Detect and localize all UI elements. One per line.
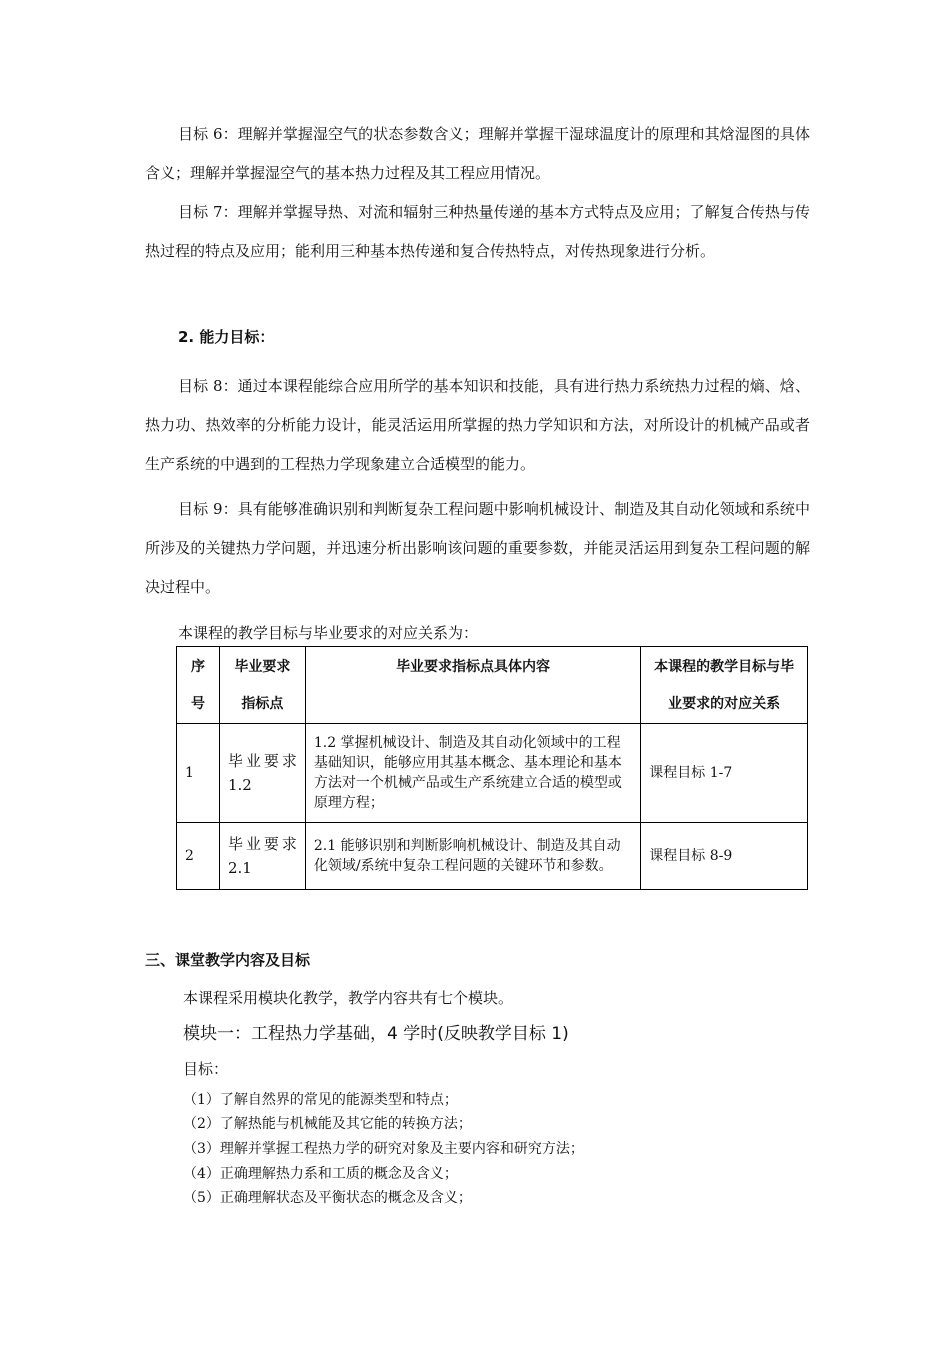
table-intro: 本课程的教学目标与毕业要求的对应关系为： xyxy=(178,624,479,642)
list-item: （2）了解热能与机械能及其它能的转换方法； xyxy=(183,1116,472,1132)
row-content: 2.1 能够识别和判断影响机械设计、制造及其自动化领域/系统中复杂工程问题的关键环节和参数。 xyxy=(305,823,640,890)
header-content: 毕业要求指标点具体内容 xyxy=(305,647,640,724)
list-item: （5）正确理解状态及平衡状态的概念及含义； xyxy=(183,1190,472,1206)
table-header-row xyxy=(177,647,808,724)
table-row xyxy=(177,724,808,823)
row-content: 1.2 掌握机械设计、制造及其自动化领域中的工程基础知识，能够应用其基本概念、基本理论和基本方法对一个机械产品或生产系统建立合适的模型或原理方程； xyxy=(305,724,640,823)
goal-9-paragraph: 目标 9：具有能够准确识别和判断复杂工程问题中影响机械设计、制造及其自动化领域和系统中所涉及的关键热力学问题，并迅速分析出影响该问题的重要参数，并能灵活运用到复杂工程问题的解决过程中。 xyxy=(145,500,810,596)
row-mapping: 课程目标 1-7 xyxy=(641,724,808,823)
goal-6-paragraph: 目标 6：理解并掌握湿空气的状态参数含义；理解并掌握干湿球温度计的原理和其焓湿图的具体含义；理解并掌握湿空气的基本热力过程及其工程应用情况。 xyxy=(145,125,810,182)
goal-8-paragraph: 目标 8：通过本课程能综合应用所学的基本知识和技能，具有进行热力系统热力过程的熵、焓、热力功、热效率的分析能力设计，能灵活运用所掌握的热力学知识和方法，对所设计的机械产品或者生产系统的中遇到的工程热力学现象建立合适模型的能力。 xyxy=(145,377,810,473)
header-mapping: 本课程的教学目标与毕业要求的对应关系 xyxy=(641,647,808,724)
row-number: 1 xyxy=(177,724,220,823)
requirements-mapping-table xyxy=(176,646,808,890)
section-3-intro: 本课程采用模块化教学，教学内容共有七个模块。 xyxy=(183,989,514,1007)
module-1-title: 模块一：工程热力学基础，4 学时(反映教学目标 1) xyxy=(183,1024,569,1044)
ability-goals-heading: 2. 能力目标： xyxy=(178,328,275,346)
list-item: （1）了解自然界的常见的能源类型和特点； xyxy=(183,1092,458,1108)
list-item: （3）理解并掌握工程热力学的研究对象及主要内容和研究方法； xyxy=(183,1141,584,1157)
list-item: （4）正确理解热力系和工质的概念及含义； xyxy=(183,1166,458,1182)
table-row xyxy=(177,823,808,890)
goal-7-paragraph: 目标 7：理解并掌握导热、对流和辐射三种热量传递的基本方式特点及应用；了解复合传热与传热过程的特点及应用；能利用三种基本热传递和复合传热特点，对传热现象进行分析。 xyxy=(145,203,810,260)
module-1-goal-label: 目标： xyxy=(183,1060,229,1078)
header-number: 序号 xyxy=(177,647,220,724)
header-requirement: 毕业要求指标点 xyxy=(219,647,305,724)
row-requirement: 毕业要求 1.2 xyxy=(219,724,305,823)
row-mapping: 课程目标 8-9 xyxy=(641,823,808,890)
row-requirement: 毕业要求 2.1 xyxy=(219,823,305,890)
row-number: 2 xyxy=(177,823,220,890)
section-3-heading: 三、课堂教学内容及目标 xyxy=(145,951,311,969)
